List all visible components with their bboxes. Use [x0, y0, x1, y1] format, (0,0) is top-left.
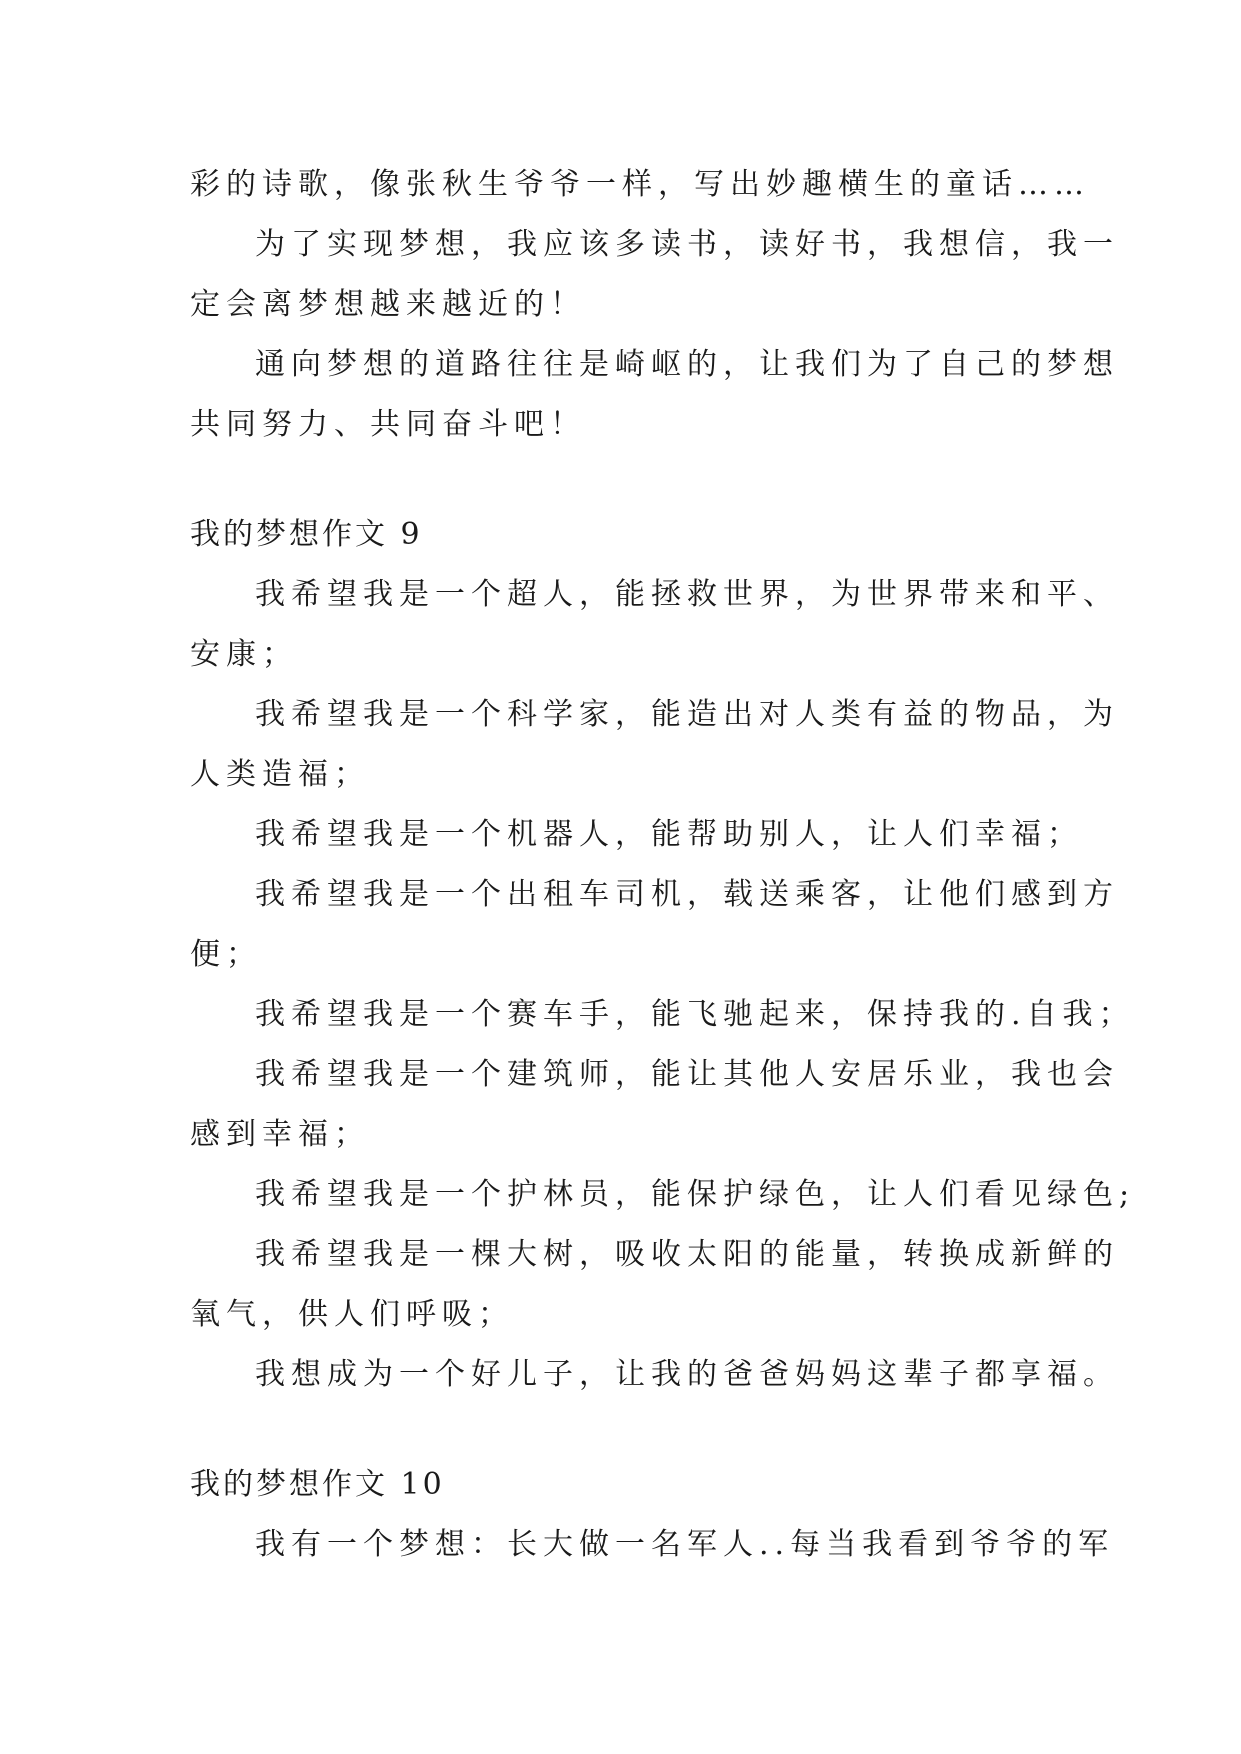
- paragraph-line: 我希望我是一个护林员，能保护绿色，让人们看见绿色;: [255, 1177, 1136, 1212]
- paragraph-line: 为了实现梦想，我应该多读书，读好书，我想信，我一: [255, 227, 1119, 262]
- paragraph-line: 我希望我是一个科学家，能造出对人类有益的物品，为: [255, 697, 1119, 732]
- paragraph-line: 我希望我是一个机器人，能帮助别人，让人们幸福；: [255, 817, 1083, 852]
- paragraph-line: 人类造福；: [190, 757, 370, 792]
- paragraph-line: 安康；: [190, 637, 298, 672]
- essay-10-title: 我的梦想作文 10: [190, 1467, 445, 1502]
- paragraph-line: 便；: [190, 937, 262, 972]
- paragraph-line: 共同努力、共同奋斗吧！: [190, 407, 586, 442]
- paragraph-line: 通向梦想的道路往往是崎岖的，让我们为了自己的梦想: [255, 347, 1119, 382]
- paragraph-line: 我希望我是一个赛车手，能飞驰起来，保持我的.自我；: [255, 997, 1135, 1032]
- paragraph-line: 彩的诗歌，像张秋生爷爷一样，写出妙趣横生的童话……: [190, 167, 1090, 202]
- essay-9-title: 我的梦想作文 9: [190, 517, 423, 552]
- paragraph-line: 我希望我是一个建筑师，能让其他人安居乐业，我也会: [255, 1057, 1119, 1092]
- paragraph-line: 我希望我是一个超人，能拯救世界，为世界带来和平、: [255, 577, 1119, 612]
- paragraph-line: 我有一个梦想：长大做一名军人..每当我看到爷爷的军: [255, 1527, 1115, 1562]
- paragraph-line: 我想成为一个好儿子，让我的爸爸妈妈这辈子都享福。: [255, 1357, 1119, 1392]
- paragraph-line: 感到幸福；: [190, 1117, 370, 1152]
- paragraph-line: 我希望我是一个出租车司机，载送乘客，让他们感到方: [255, 877, 1119, 912]
- paragraph-line: 定会离梦想越来越近的！: [190, 287, 586, 322]
- paragraph-line: 氧气，供人们呼吸；: [190, 1297, 514, 1332]
- paragraph-line: 我希望我是一棵大树，吸收太阳的能量，转换成新鲜的: [255, 1237, 1119, 1272]
